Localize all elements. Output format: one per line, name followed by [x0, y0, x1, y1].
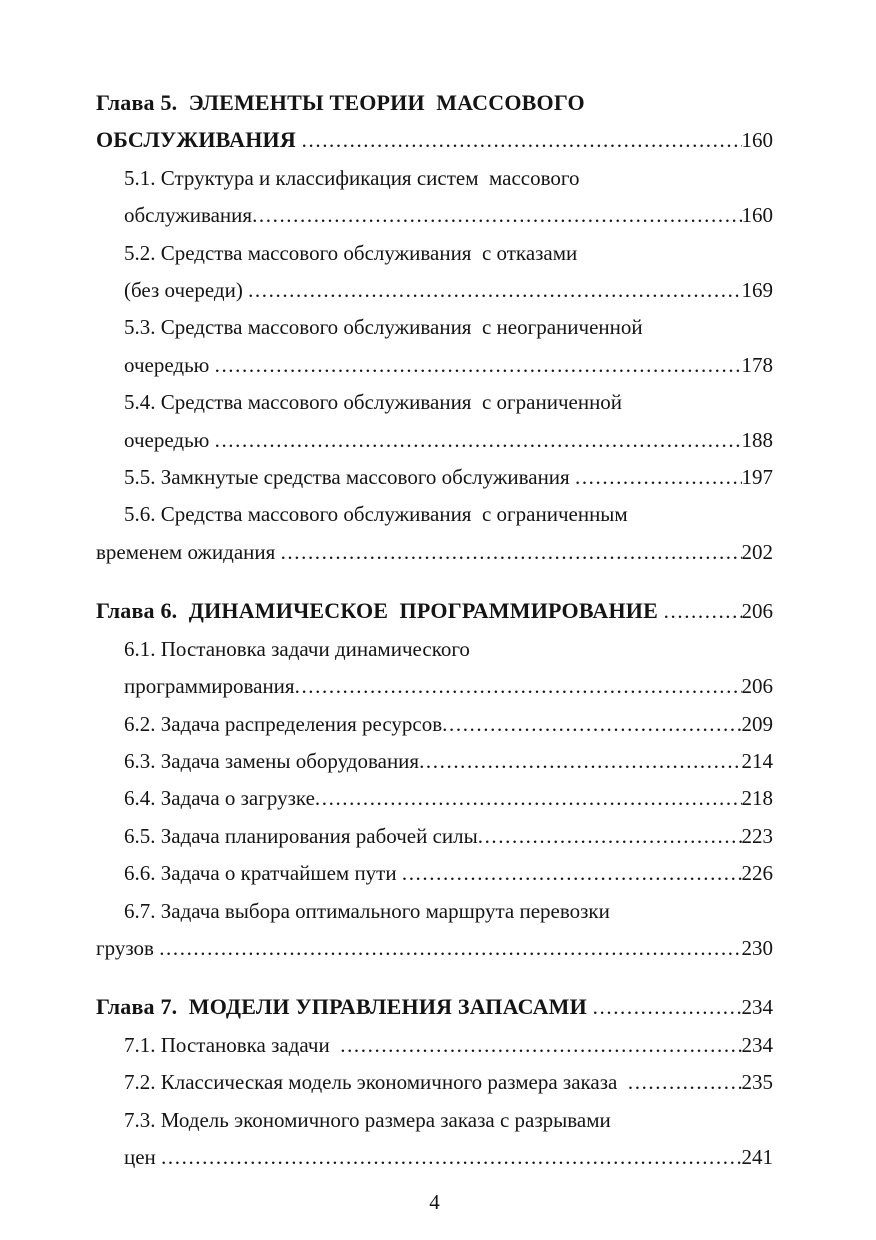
dot-leader	[295, 668, 742, 705]
toc-entry-text: 5.5. Замкнутые средства массового обслуживания	[124, 465, 575, 490]
entry-5-3-line-2	[96, 347, 773, 384]
dot-leader	[442, 706, 741, 743]
toc-page-ref: 241	[741, 1144, 773, 1169]
toc-page-ref: 226	[741, 861, 773, 886]
dot-leader	[215, 422, 742, 459]
toc-page-ref: 234	[741, 995, 773, 1020]
entry-7-2	[96, 1064, 773, 1101]
toc-entry-text: Глава 7. МОДЕЛИ УПРАВЛЕНИЯ ЗАПАСАМИ	[96, 994, 593, 1020]
entry-6-7-line-1	[96, 893, 773, 930]
toc-entry-text: временем ожидания	[96, 539, 281, 564]
toc-entry-text: 6.7. Задача выбора оптимального маршрута перевозки	[124, 898, 610, 923]
entry-6-2	[96, 706, 773, 743]
toc-entry-text: 6.5. Задача планирования рабочей силы	[124, 823, 478, 848]
entry-5-2-line-2	[96, 272, 773, 309]
toc-page-ref: 169	[741, 278, 773, 303]
toc-page-ref: 223	[741, 823, 773, 848]
toc-entry-text: 6.2. Задача распределения ресурсов	[124, 711, 443, 736]
dot-leader	[159, 930, 741, 967]
dot-leader	[252, 197, 741, 234]
toc-entry-text: 6.1. Постановка задачи динамического	[124, 636, 470, 661]
toc-page-ref: 230	[741, 935, 773, 960]
toc-entry-text: обслуживания	[124, 203, 253, 228]
entry-5-6-line-2	[96, 534, 773, 571]
toc-page-ref: 197	[741, 465, 773, 490]
toc-entry-text: очередью	[124, 427, 215, 452]
toc-entry-text: 6.4. Задача о загрузке	[124, 786, 315, 811]
entry-5-5	[96, 459, 773, 496]
toc-entry-text: ОБСЛУЖИВАНИЯ	[96, 127, 302, 153]
toc-entry-text: 7.3. Модель экономичного размера заказа с разрывами	[124, 1107, 611, 1132]
toc-entry-text: 6.6. Задача о кратчайшем пути	[124, 861, 402, 886]
page-number: 4	[429, 1190, 440, 1215]
toc-page-ref: 178	[741, 352, 773, 377]
dot-leader	[575, 459, 742, 496]
dot-leader	[419, 743, 741, 780]
dot-leader	[315, 780, 742, 817]
dot-leader	[593, 989, 742, 1026]
toc-page-ref: 160	[741, 128, 773, 153]
entry-7-1	[96, 1027, 773, 1064]
toc-page-ref: 214	[741, 748, 773, 773]
entry-5-2-line-1	[96, 235, 773, 272]
entry-5-4-line-1	[96, 384, 773, 421]
entry-6-1-line-2	[96, 668, 773, 705]
toc-entry-text: 5.1. Структура и классификация систем массового	[124, 165, 580, 190]
entry-6-5	[96, 818, 773, 855]
dot-leader	[248, 272, 741, 309]
toc-entry-text: 5.3. Средства массового обслуживания с неограниченной	[124, 315, 643, 340]
toc-page-ref: 188	[741, 427, 773, 452]
entry-6-3	[96, 743, 773, 780]
toc-entry-text: 5.6. Средства массового обслуживания с ограниченным	[124, 502, 628, 527]
toc-page-ref: 206	[741, 599, 773, 624]
toc-entry-text: цен	[124, 1144, 162, 1169]
entry-7-3-line-2	[96, 1139, 773, 1176]
dot-leader	[402, 855, 742, 892]
toc-entry-text: грузов	[96, 935, 160, 960]
entry-6-4	[96, 780, 773, 817]
table-of-contents	[96, 84, 773, 1176]
dot-leader	[664, 593, 742, 630]
toc-page-ref: 218	[741, 786, 773, 811]
toc-entry-text: Глава 5. ЭЛЕМЕНТЫ ТЕОРИИ МАССОВОГО	[96, 90, 585, 115]
toc-entry-text: 7.1. Постановка задачи	[124, 1032, 341, 1057]
chapter-5-heading-line-2	[96, 121, 773, 159]
entry-5-4-line-2	[96, 422, 773, 459]
dot-leader	[281, 534, 742, 571]
entry-5-6-line-1	[96, 496, 773, 533]
entry-6-6	[96, 855, 773, 892]
dot-leader	[302, 122, 742, 159]
toc-entry-text: 5.2. Средства массового обслуживания с отказами	[124, 240, 578, 265]
chapter-6-heading	[96, 592, 773, 630]
toc-page-ref: 206	[741, 674, 773, 699]
toc-page-ref: 202	[741, 539, 773, 564]
chapter-5-heading-line-1	[96, 84, 773, 121]
toc-page-ref: 234	[741, 1032, 773, 1057]
toc-page-ref: 235	[741, 1070, 773, 1095]
toc-entry-text: программирования	[124, 674, 295, 699]
dot-leader	[628, 1064, 742, 1101]
toc-entry-text: Глава 6. ДИНАМИЧЕСКОЕ ПРОГРАММИРОВАНИЕ	[96, 598, 664, 624]
toc-entry-text: очередью	[124, 352, 215, 377]
entry-6-1-line-1	[96, 631, 773, 668]
dot-leader	[340, 1027, 741, 1064]
dot-leader	[161, 1139, 741, 1176]
chapter-7-heading	[96, 988, 773, 1026]
dot-leader	[215, 347, 742, 384]
entry-5-1-line-2	[96, 197, 773, 234]
dot-leader	[478, 818, 742, 855]
toc-entry-text: 6.3. Задача замены оборудования	[124, 748, 420, 773]
entry-7-3-line-1	[96, 1102, 773, 1139]
entry-5-3-line-1	[96, 309, 773, 346]
toc-page-ref: 209	[741, 711, 773, 736]
entry-6-7-line-2	[96, 930, 773, 967]
entry-5-1-line-1	[96, 160, 773, 197]
toc-entry-text: (без очереди)	[124, 278, 249, 303]
toc-entry-text: 5.4. Средства массового обслуживания с ограниченной	[124, 390, 623, 415]
toc-entry-text: 7.2. Классическая модель экономичного размера заказа	[124, 1070, 628, 1095]
toc-page-ref: 160	[741, 203, 773, 228]
